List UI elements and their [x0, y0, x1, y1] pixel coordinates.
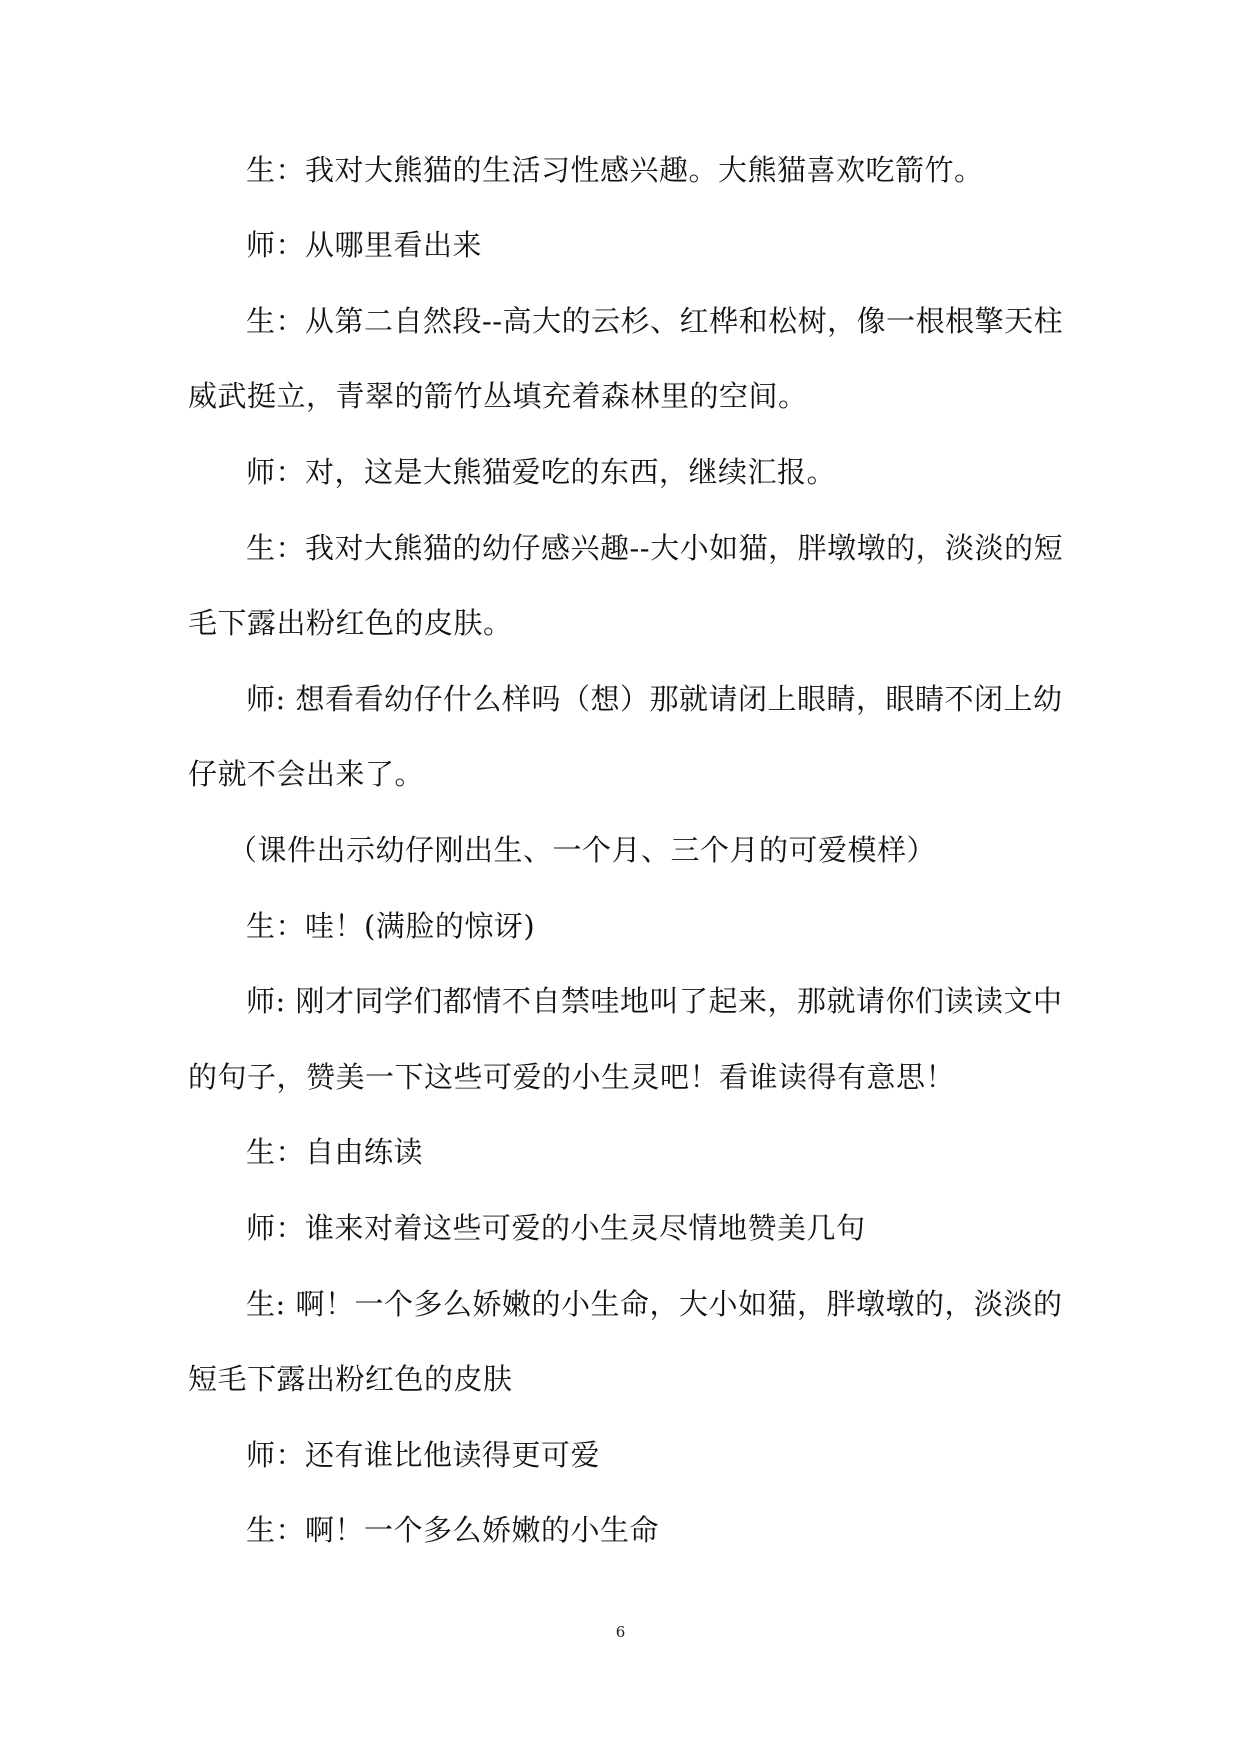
paragraph-line: 生：哇！(满脸的惊讶) [246, 909, 536, 943]
paragraph-line: 生：从第二自然段--高大的云杉、红桦和松树，像一根根擎天柱 [246, 304, 1064, 338]
paragraph-line: 师：还有谁比他读得更可爱 [246, 1438, 601, 1472]
paragraph-line: 师: 想看看幼仔什么样吗（想）那就请闭上眼睛，眼睛不闭上幼 [246, 682, 1063, 716]
paragraph-line: 师：从哪里看出来 [246, 228, 483, 262]
paragraph-line: 生：啊！一个多么娇嫩的小生命 [246, 1513, 660, 1547]
paragraph-line: （课件出示幼仔刚出生、一个月、三个月的可爱模样） [228, 833, 937, 867]
paragraph-line: 师：谁来对着这些可爱的小生灵尽情地赞美几句 [246, 1211, 866, 1245]
paragraph-line: 生：自由练读 [246, 1135, 424, 1169]
paragraph-line: 短毛下露出粉红色的皮肤 [188, 1362, 513, 1396]
paragraph-line: 生：我对大熊猫的幼仔感兴趣--大小如猫，胖墩墩的，淡淡的短 [246, 531, 1064, 565]
paragraph-line: 生：我对大熊猫的生活习性感兴趣。大熊猫喜欢吃箭竹。 [246, 153, 984, 187]
paragraph-line: 威武挺立，青翠的箭竹丛填充着森林里的空间。 [188, 379, 808, 413]
page-number: 6 [615, 1623, 626, 1641]
paragraph-line: 师: 刚才同学们都情不自禁哇地叫了起来，那就请你们读读文中 [246, 984, 1063, 1018]
paragraph-line: 仔就不会出来了。 [188, 757, 425, 791]
paragraph-line: 生: 啊！一个多么娇嫩的小生命，大小如猫，胖墩墩的，淡淡的 [246, 1287, 1063, 1321]
paragraph-line: 的句子，赞美一下这些可爱的小生灵吧！看谁读得有意思！ [188, 1060, 956, 1094]
paragraph-line: 师：对，这是大熊猫爱吃的东西，继续汇报。 [246, 455, 837, 489]
paragraph-line: 毛下露出粉红色的皮肤。 [188, 606, 513, 640]
